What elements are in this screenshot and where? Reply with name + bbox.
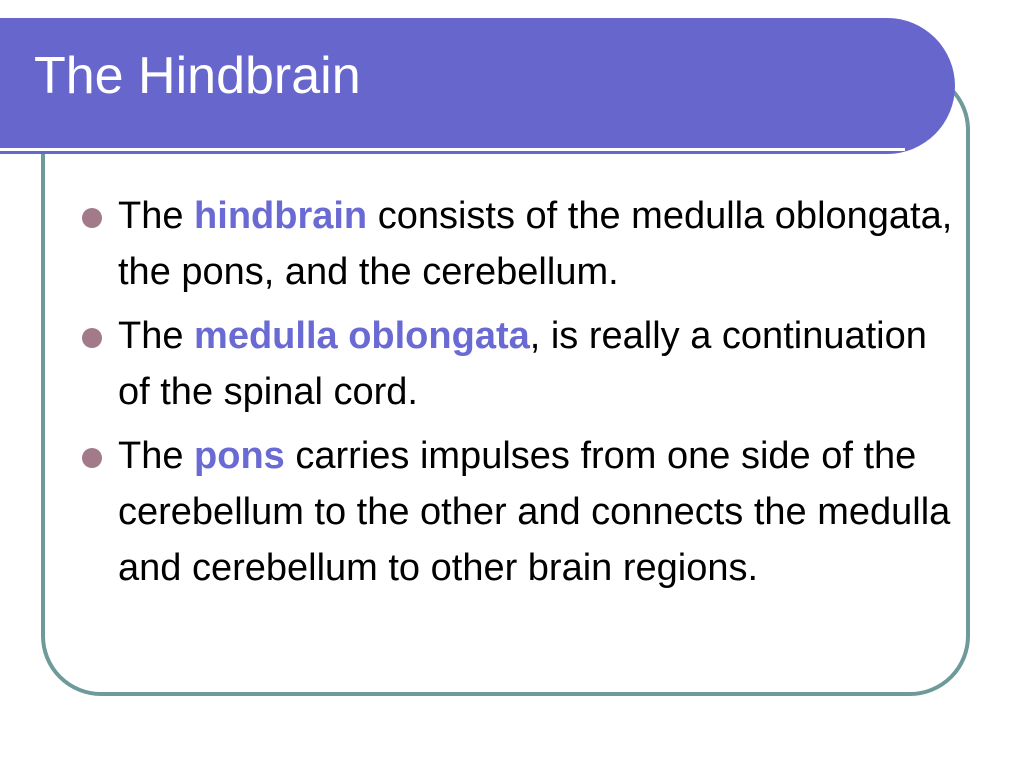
bullet-term-medulla-oblongata: medulla oblongata bbox=[194, 315, 530, 357]
bullet-text-after: carries impulses from one side of the cerebellum to the other and connects the medulla and cerebellum to other brain regions. bbox=[118, 435, 951, 589]
bullet-dot-icon bbox=[82, 328, 102, 348]
bullet-item-medulla bbox=[80, 308, 960, 420]
bullet-text-before: The bbox=[118, 195, 195, 237]
bullet-item-pons bbox=[80, 428, 960, 596]
bullet-dot-icon bbox=[82, 448, 102, 468]
bullet-text-before: The bbox=[118, 435, 195, 477]
bullet-text-before: The bbox=[118, 315, 195, 357]
bullet-dot-icon bbox=[82, 208, 102, 228]
title-underline bbox=[0, 148, 905, 151]
slide-title: The Hindbrain bbox=[34, 47, 361, 105]
bullet-text-after: , is really a continuation of the spinal cord. bbox=[118, 315, 927, 413]
bullet-text-after: consists of the medulla oblongata, the pons, and the cerebellum. bbox=[118, 195, 953, 293]
bullet-list bbox=[80, 188, 960, 604]
bullet-item-hindbrain bbox=[80, 188, 960, 300]
bullet-term-pons: pons bbox=[194, 435, 285, 477]
bullet-term-hindbrain: hindbrain bbox=[194, 195, 368, 237]
